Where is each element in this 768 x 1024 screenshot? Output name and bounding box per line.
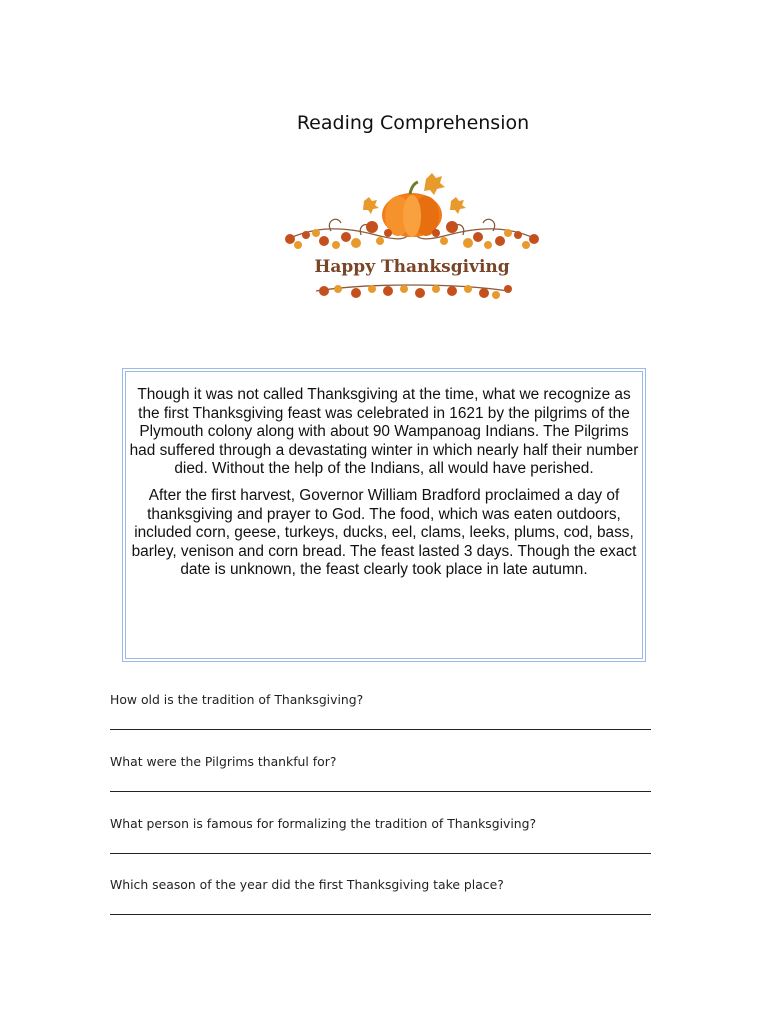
answer-line[interactable] (110, 914, 651, 915)
answer-line[interactable] (110, 853, 651, 854)
pumpkin-leaves-illustration (276, 165, 548, 307)
question-block (110, 815, 652, 854)
passage-paragraph: Though it was not called Thanksgiving at the time, what we recognize as the first Thanksgiving feast was celebrated in 1621 by the pilgrims of the Plymouth colony along with about 90 Wampanoag Indians. The Pilgrims had suffered through a devastating winter in which nearly half their number died. Without the help of the Indians, all would have perished. (129, 386, 639, 478)
question-block (110, 753, 652, 792)
question-text: How old is the tradition of Thanksgiving? (110, 692, 364, 707)
question-block (110, 876, 652, 915)
thanksgiving-banner (276, 165, 548, 307)
page-title: Reading Comprehension (296, 112, 530, 134)
passage-paragraph: After the first harvest, Governor William Bradford proclaimed a day of thanksgiving and prayer to God. The food, which was eaten outdoors, included corn, geese, turkeys, ducks, eel, clams, leeks, plums, cod, bass, barley, venison and corn bread. The feast lasted 3 days. Though the exact date is unknown, the feast clearly took place in late autumn. (131, 486, 637, 579)
question-text: Which season of the year did the first Thanksgiving take place? (110, 877, 504, 892)
question-text: What person is famous for formalizing the tradition of Thanksgiving? (110, 816, 537, 831)
banner-text: Happy Thanksgiving (314, 257, 510, 277)
passage-box (122, 368, 646, 662)
answer-line[interactable] (110, 791, 651, 792)
question-text: What were the Pilgrims thankful for? (110, 754, 337, 769)
answer-line[interactable] (110, 729, 651, 730)
question-block (110, 691, 652, 730)
